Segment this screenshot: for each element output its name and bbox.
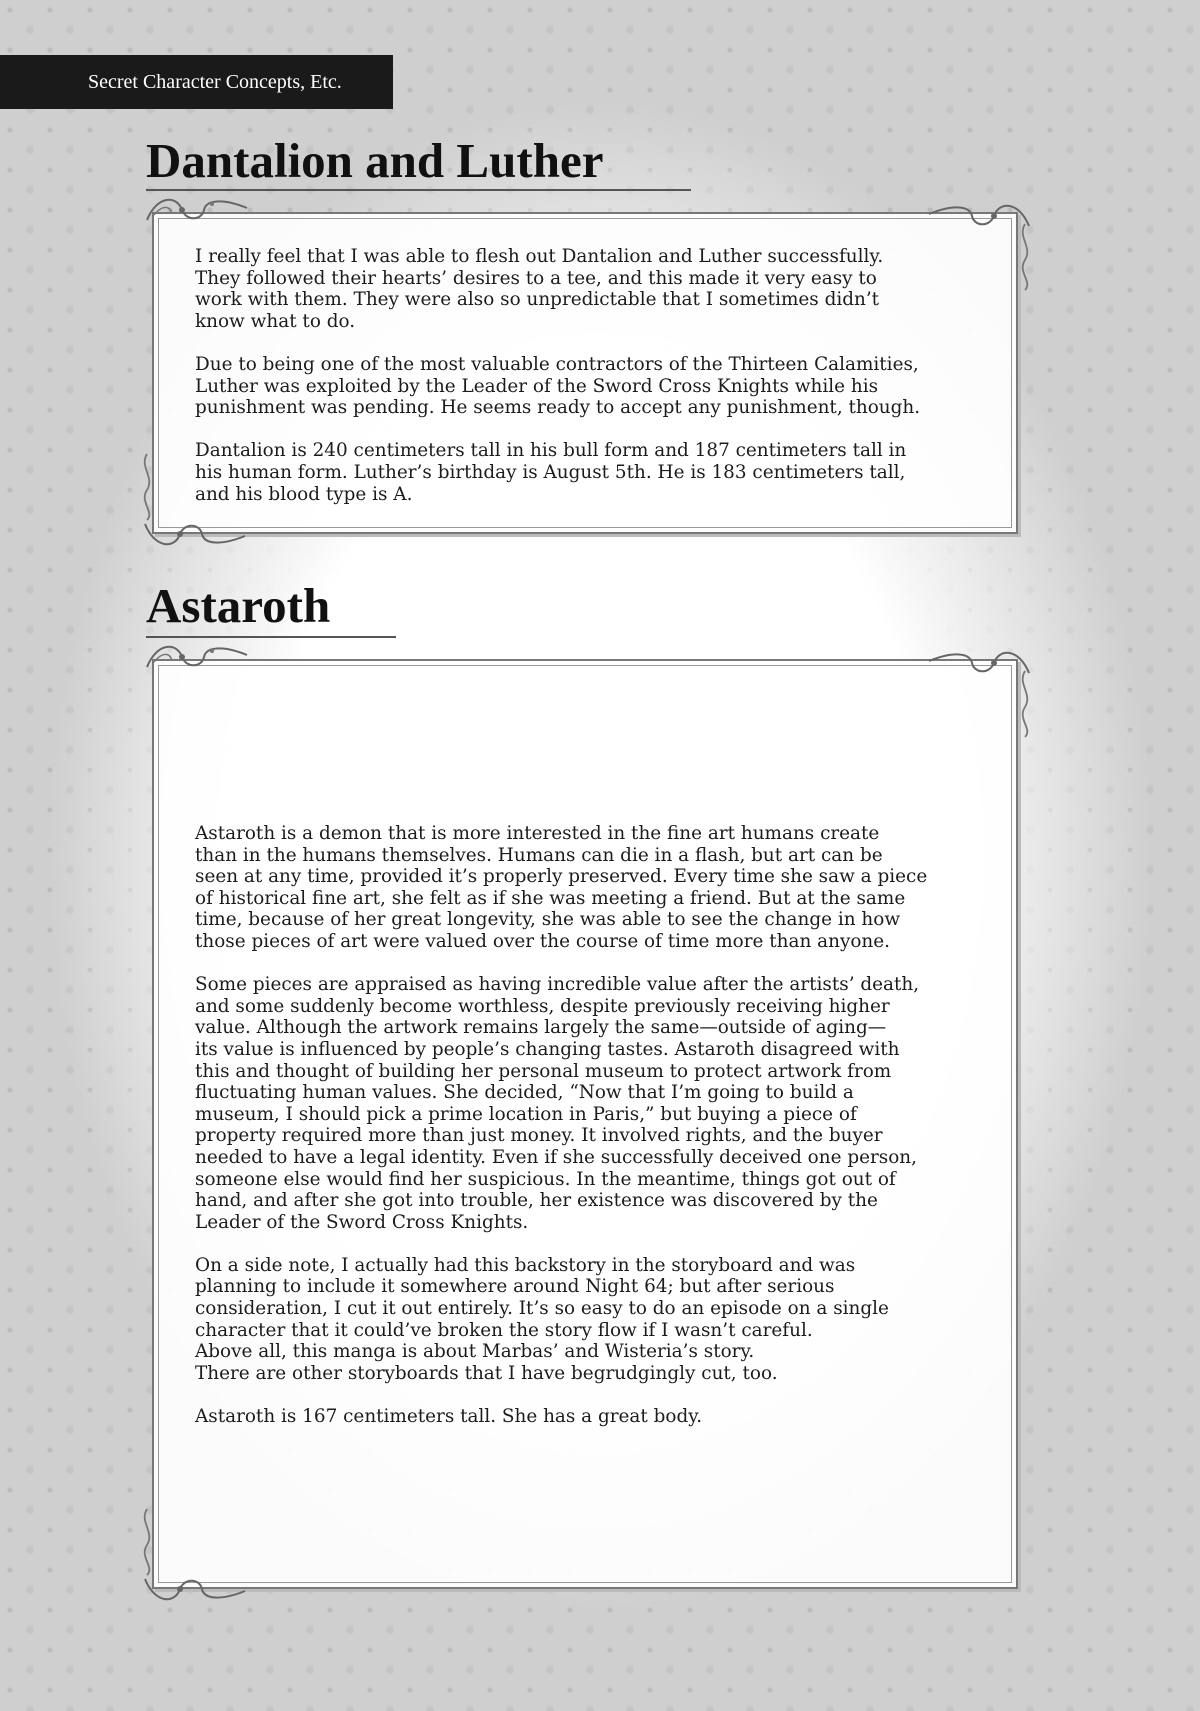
paragraph: Astaroth is 167 centimeters tall. She has a great body. [195,1406,703,1428]
vine-ornament-icon [1014,222,1036,292]
paragraph: Dantalion is 240 centimeters tall in his bull form and 187 centimeters tall in his human form. Luther’s birthday is August 5th. He is 183 centimeters tall, and his blood type is A. [195,440,907,505]
paragraph: I really feel that I was able to flesh out Dantalion and Luther successfully. They followed their hearts’ desires to a tee, and this made it very easy to work with them. They were also so unpredictable that I sometimes didn’t know what to do. [195,246,884,332]
paragraph: Due to being one of the most valuable contractors of the Thirteen Calamities, Luther was exploited by the Leader of the Sword Cross Knights while his punishment was pending. He seems ready to accept any punishment, though. [195,353,921,419]
paragraph: Astaroth is a demon that is more interested in the fine art humans create than in the humans themselves. Humans can die in a flash, but art can be seen at any time, provided it’s properly preserved. Every time she saw a piece of historical fine art, she felt as if she was meeting a friend. But at the same time, because of her great longevity, she was able to see the change in how those pieces of art were valued over the course of time more than anyone. [195,823,928,952]
vine-ornament-icon [136,1507,158,1577]
vine-ornament-icon [136,452,158,522]
vine-ornament-icon [1014,669,1036,739]
flourish-ornament-icon [140,1569,250,1609]
flourish-ornament-icon [142,190,252,230]
body-text-astaroth [195,823,995,1428]
body-text-dantalion-luther [195,246,995,505]
section-title-dantalion-luther: Dantalion and Luther [146,133,604,188]
paragraph: Some pieces are appraised as having incredible value after the artists’ death, and some suddenly become worthless, despite previously receiving higher value. Although the artwork remains largely the same—outside of aging— its value is influenced by people’s changing tastes. Astaroth disagreed with this and thought of building her personal museum to protect artwork from fluctuating human values. She decided, “Now that I’m going to build a museum, I should pick a prime location in Paris,” but buying a piece of property required more than just money. It involved rights, and the buyer needed to have a legal identity. Even if she successfully deceived one person, someone else would find her suspicious. In the meantime, things got out of hand, and after she got into trouble, her existence was discovered by the Leader of the Sword Cross Knights. [195,974,920,1233]
flourish-ornament-icon [142,637,252,677]
paragraph: On a side note, I actually had this backstory in the storyboard and was planning to include it somewhere around Night 64; but after serious consideration, I cut it out entirely. It’s so easy to do an episode on a single character that it could’ve broken the story flow if I wasn’t careful. Above all, this manga is about Marbas’ and Wisteria’s story. There are other storyboards that I have begrudgingly cut, too. [195,1254,889,1384]
section-title-astaroth: Astaroth [146,578,331,633]
section-header-tab: Secret Character Concepts, Etc. [0,55,393,109]
flourish-ornament-icon [140,514,250,554]
